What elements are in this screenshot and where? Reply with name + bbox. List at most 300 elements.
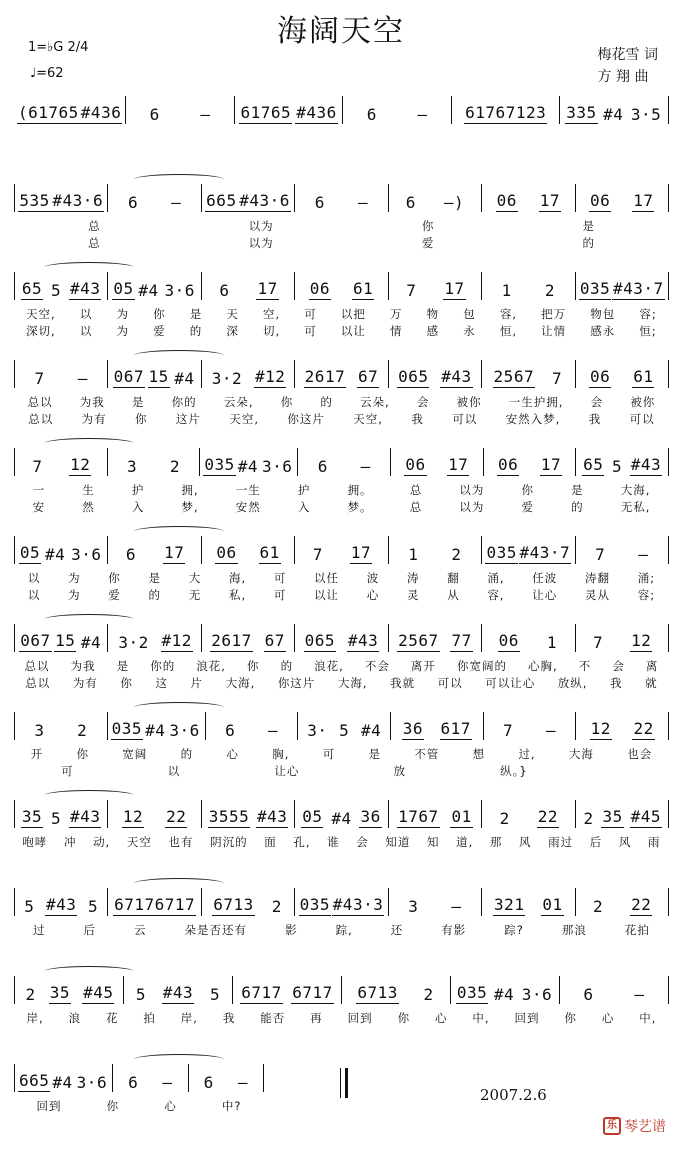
measure [575, 272, 669, 300]
note-group: 01 [451, 807, 472, 826]
note-group: 7 [551, 369, 563, 388]
measure [481, 360, 574, 388]
measure [123, 976, 232, 1004]
note-group: 035 [486, 543, 517, 562]
lyric-word: 想 [472, 747, 486, 761]
note-group: 3 [408, 897, 419, 916]
note-group: 3·6 [261, 457, 293, 476]
note-group: #12 [254, 367, 286, 386]
lyric-word: 可 [273, 571, 287, 585]
lyric-word: 回到 [347, 1011, 373, 1025]
lyric-word: 心 [164, 1099, 177, 1113]
lyric-word: 为 [116, 324, 129, 338]
note-group: 06 [216, 543, 237, 562]
lyric-word: 阴沉的 [210, 835, 248, 849]
lyric-word: 物包 [590, 307, 616, 321]
lyric-line [14, 922, 669, 938]
measure [388, 272, 481, 300]
lyric-line [14, 587, 669, 603]
measure [205, 712, 298, 740]
note-group: 6 [127, 193, 139, 212]
lyric-word: 能否 [260, 1011, 286, 1025]
note-group: #43 [162, 983, 194, 1002]
note-group: 3· [307, 721, 328, 740]
lyric-word: 一 [32, 483, 46, 497]
lyric-word: 离 [645, 659, 659, 673]
watermark-text: 琴艺谱 [624, 1119, 666, 1135]
note-group: 035 [579, 279, 611, 298]
lyric-word: 雨过 [548, 835, 574, 849]
note-group: #4 [237, 457, 258, 476]
measure [107, 536, 200, 564]
note-group: 7 [593, 633, 604, 652]
measure [107, 800, 200, 828]
note-group: 3 [34, 721, 45, 740]
lyric-word: 这片 [175, 412, 201, 426]
date-stamp: 2007.2.6 [480, 1086, 547, 1104]
lyric-line [14, 746, 669, 762]
note-group: #4 [360, 721, 382, 740]
measure [199, 448, 297, 476]
measure [294, 800, 387, 828]
note-group: 12 [631, 631, 652, 650]
lyric-word: 任波 [532, 571, 558, 585]
note-group: 06 [497, 455, 519, 474]
notation-line [14, 708, 669, 740]
note-group: 12 [70, 455, 91, 474]
note-group: 01 [542, 895, 563, 914]
note-group: #4 [174, 369, 195, 388]
lyric-line [14, 218, 669, 234]
measure [14, 888, 107, 916]
note-group: #4 [603, 105, 624, 124]
lyric-word: 让情 [541, 324, 567, 338]
note-group: #4 [80, 633, 102, 652]
lyric-word: 中, [472, 1011, 490, 1025]
measure [14, 976, 123, 1004]
note-group: 06 [496, 191, 517, 210]
note-group: 22 [633, 719, 654, 738]
lyric-word: 大海 [568, 747, 594, 761]
note-group: 67 [264, 631, 285, 650]
lyric-word: 天空 [126, 835, 152, 849]
note-group: 61 [352, 279, 374, 298]
note-group: 535 [19, 191, 50, 210]
note-group: 61767123 [465, 103, 547, 122]
measure [575, 448, 669, 476]
measure [107, 184, 200, 212]
lyric-word: 爱 [153, 324, 166, 338]
note-group: #43·7 [612, 279, 664, 298]
lyric-word: 拥, [181, 483, 199, 497]
note-group: 035 [299, 895, 330, 914]
lyric-word: 雨 [648, 835, 661, 849]
note-group: 7 [34, 369, 45, 388]
lyric-word: 为 [68, 588, 81, 602]
lyric-word: 爱 [108, 588, 121, 602]
note-group: – [545, 721, 557, 740]
note-group: 1 [501, 281, 512, 300]
note-group: 61 [633, 367, 654, 386]
lyric-word: 的 [571, 500, 584, 514]
note-group: 617 [440, 719, 471, 738]
note-group: 65 [21, 279, 43, 298]
note-group: 6 [317, 457, 328, 476]
note-group: 22 [166, 807, 187, 826]
measure [201, 888, 294, 916]
lyric-word: 你 [280, 395, 294, 409]
measure [294, 624, 387, 652]
note-group: 5 [209, 985, 221, 1004]
note-group: 065 [398, 367, 429, 386]
lyric-word: 风 [519, 835, 532, 849]
lyric-word: 你这片 [287, 412, 325, 426]
lyric-word: 然 [82, 500, 95, 514]
lyric-word: 以让 [314, 588, 340, 602]
tempo-marking: ♩=62 [30, 66, 64, 81]
note-group: 05 [19, 543, 41, 562]
note-group: 3·6 [169, 721, 200, 740]
lyric-word: 是 [571, 483, 584, 497]
lyric-word: 还 [390, 923, 404, 937]
measure [14, 800, 107, 828]
notation-line [14, 532, 669, 564]
slur-mark [134, 526, 224, 537]
lyric-word: 万 [390, 307, 403, 321]
measure [575, 888, 669, 916]
measure [297, 712, 390, 740]
note-group: #12 [161, 631, 192, 650]
measure [201, 536, 294, 564]
lyric-word: 恒, [499, 324, 518, 338]
note-group: #43·6 [239, 191, 290, 210]
slur-mark [44, 614, 134, 625]
measure [14, 712, 107, 740]
measure [390, 712, 483, 740]
lyric-word: 的 [320, 395, 333, 409]
lyric-word: 后 [83, 923, 97, 937]
note-group: #43 [46, 895, 77, 914]
slur-mark [134, 174, 224, 185]
lyric-word: 你这片 [277, 676, 316, 690]
note-group: 035 [204, 455, 235, 474]
measure [201, 624, 294, 652]
lyric-word: 回到 [36, 1099, 62, 1113]
note-group: 065 [304, 631, 336, 650]
lyric-word: 你 [106, 1099, 120, 1113]
measure [481, 624, 574, 652]
lyric-line [14, 763, 669, 779]
note-group: 06 [498, 631, 519, 650]
measure [390, 448, 483, 476]
lyric-word: 是 [189, 307, 203, 321]
lyric-word: 我就 [390, 676, 416, 690]
lyric-word: 安然入梦, [505, 412, 561, 426]
lyric-word: 片 [190, 676, 204, 690]
lyric-line [14, 323, 669, 339]
lyric-line [14, 1098, 264, 1114]
note-group: 35 [602, 807, 623, 826]
note-group: 1767 [398, 807, 439, 826]
note-group: 67176717 [114, 895, 196, 914]
lyric-word: 过, [518, 747, 536, 761]
note-group: #436 [296, 103, 337, 122]
measure [388, 184, 481, 212]
lyric-word: 为我 [79, 395, 105, 409]
lyric-word: 孔, [293, 835, 311, 849]
lyric-word: 为 [68, 571, 81, 585]
lyric-word: 回到 [514, 1011, 540, 1025]
lyric-word: 爱 [521, 500, 534, 514]
lyric-word: 从 [447, 588, 460, 602]
lyric-word: 一生护拥, [508, 395, 564, 409]
lyric-word: 可 [61, 764, 74, 778]
measure [575, 624, 669, 652]
lyric-word: 道, [456, 835, 474, 849]
lyric-word: 以让 [340, 324, 366, 338]
lyric-word: 的 [582, 236, 595, 250]
lyric-word: 以任 [314, 571, 340, 585]
lyric-word: 以 [27, 571, 41, 585]
measure [201, 184, 294, 212]
note-group: 36 [360, 807, 381, 826]
measure [14, 272, 107, 300]
lyric-word: 可以 [437, 676, 463, 690]
measure [112, 1064, 187, 1092]
lyric-word: 总以 [27, 395, 53, 409]
lyric-word: 恒; [639, 324, 657, 338]
logo-mark-icon: 乐 [603, 1117, 621, 1135]
measure [107, 712, 205, 740]
lyric-word: 云朵, [223, 395, 254, 409]
lyric-word: 永 [463, 324, 476, 338]
note-group: 12 [590, 719, 611, 738]
lyric-word: 心 [226, 747, 239, 761]
note-group: 17 [539, 191, 561, 210]
measure [201, 800, 294, 828]
note-group: 15 [148, 367, 169, 386]
lyric-line [14, 834, 669, 850]
note-group: – [638, 545, 649, 564]
lyric-word: 大海, [620, 483, 651, 497]
note-group: 3·2 [211, 369, 243, 388]
lyric-line [14, 482, 669, 498]
note-group: – [162, 1073, 173, 1092]
lyric-word: 天空, [26, 307, 56, 321]
lyric-word: 是 [131, 395, 145, 409]
note-group: 6 [366, 105, 377, 124]
note-group: 2 [583, 809, 594, 828]
lyric-word: 你 [120, 676, 133, 690]
note-group: 6717 [292, 983, 333, 1002]
lyric-word: 涛 [406, 571, 420, 585]
lyric-word: 心 [434, 1011, 448, 1025]
note-group: – [358, 193, 369, 212]
note-group: 5 [51, 809, 62, 828]
lyric-word: 生 [82, 483, 95, 497]
lyric-word: 灵 [406, 588, 420, 602]
note-group: 6 [314, 193, 325, 212]
lyric-word: 也有 [168, 835, 194, 849]
lyric-word: 面 [264, 835, 277, 849]
lyric-word: 为有 [72, 676, 98, 690]
note-group: 17 [633, 191, 654, 210]
note-group: 17 [540, 455, 562, 474]
note-group: 61765 [240, 103, 292, 122]
lyric-word: 涌, [487, 571, 505, 585]
note-group: 5 [612, 457, 623, 476]
measure [294, 272, 387, 300]
note-group: 321 [494, 895, 525, 914]
lyric-word: 切, [262, 324, 281, 338]
lyric-word: 可以让心 [485, 676, 536, 690]
note-group: 2617 [211, 631, 252, 650]
lyric-word: 入 [131, 500, 145, 514]
note-group: 5 [135, 985, 147, 1004]
measure [14, 624, 107, 652]
note-group: 22 [631, 895, 652, 914]
slur-mark [44, 966, 134, 977]
lyric-word: 让心 [532, 588, 558, 602]
note-group: #43 [70, 279, 101, 298]
lyric-word: 会 [356, 835, 369, 849]
lyric-word: 你 [421, 219, 435, 233]
note-group: 3·6 [164, 281, 195, 300]
lyric-word: 感 [426, 324, 440, 338]
lyric-word: 深 [226, 324, 239, 338]
lyric-word: 总以 [28, 412, 54, 426]
slur-mark [134, 350, 224, 361]
slur-mark [44, 790, 134, 801]
lyric-word: 你的 [171, 395, 197, 409]
measure [294, 536, 387, 564]
notation-line [14, 356, 669, 388]
measure [575, 800, 669, 828]
note-group: 665 [19, 1071, 50, 1090]
lyric-word: 影 [285, 923, 298, 937]
lyric-word: 可以 [629, 412, 655, 426]
measure [107, 360, 200, 388]
lyric-word: 总 [409, 483, 423, 497]
measure [388, 536, 481, 564]
lyric-word: 护 [131, 483, 145, 497]
note-group: 61 [259, 543, 280, 562]
note-group: 1 [408, 545, 419, 564]
lyric-word: 空, [262, 307, 281, 321]
note-group: 15 [55, 631, 76, 650]
lyric-word: 中, [639, 1011, 657, 1025]
slur-mark [134, 702, 224, 713]
lyric-word: 总 [88, 236, 101, 250]
measure [341, 976, 450, 1004]
lyric-word: 也会 [627, 747, 653, 761]
note-group: 06 [309, 279, 330, 298]
lyric-word: 会 [590, 395, 604, 409]
measure [342, 96, 451, 124]
lyric-word: 你 [135, 412, 148, 426]
lyric-word: 纵。} [500, 764, 528, 778]
lyric-word: 就 [645, 676, 658, 690]
notation-line [14, 884, 669, 916]
lyric-word: 你 [153, 307, 166, 321]
measure [107, 888, 200, 916]
lyric-word: 咆哮 [22, 835, 48, 849]
lyric-word: 你宽阔的 [456, 659, 507, 673]
lyric-word: 动, [93, 835, 111, 849]
lyric-word: 护 [297, 483, 311, 497]
lyric-word: 后 [589, 835, 603, 849]
lyric-word: 胸, [272, 747, 290, 761]
lyric-word: 你 [76, 747, 89, 761]
note-group: 7 [595, 545, 606, 564]
measure [388, 888, 481, 916]
note-group: 6 [149, 105, 160, 124]
lyric-word: 大海, [337, 676, 368, 690]
note-group: – [237, 1073, 248, 1092]
note-group: 6 [405, 193, 416, 212]
note-group: 7 [312, 545, 323, 564]
lyric-word: 总 [409, 500, 423, 514]
note-group: 06 [590, 367, 611, 386]
measure [297, 448, 390, 476]
measure [14, 96, 125, 124]
note-group: 17 [257, 279, 278, 298]
lyric-word: 被你 [630, 395, 656, 409]
lyric-word: 可 [304, 324, 317, 338]
notation-line [14, 180, 669, 212]
composer-credit: 方 翔 曲 [597, 69, 649, 85]
note-group: 5 [339, 721, 350, 740]
measure [294, 184, 387, 212]
note-group: 6 [203, 1073, 214, 1092]
lyric-word: 梦。 [347, 500, 373, 514]
lyric-word: 让心 [274, 764, 300, 778]
measure [388, 624, 481, 652]
slur-mark [44, 262, 134, 273]
watermark-logo [603, 1116, 666, 1136]
lyric-word: 总以 [24, 659, 50, 673]
slur-mark [44, 438, 134, 449]
lyric-word: 花拍 [624, 923, 650, 937]
note-group: 3·6 [76, 1073, 108, 1092]
lyric-word: 你的 [150, 659, 176, 673]
lyric-word: 为我 [70, 659, 96, 673]
lyric-word: 拥。 [347, 483, 373, 497]
lyric-word: 以为 [248, 219, 274, 233]
slur-mark [134, 1054, 224, 1065]
credits [598, 44, 658, 88]
measure [481, 536, 574, 564]
lyric-word: 花 [105, 1011, 119, 1025]
lyric-word: 深切, [26, 324, 56, 338]
note-group: 2567 [493, 367, 535, 386]
lyric-word: 中? [221, 1099, 242, 1113]
lyric-word: 宽阔 [122, 747, 148, 761]
note-group: – [267, 721, 279, 740]
note-group: 6713 [357, 983, 398, 1002]
note-group: 2 [77, 721, 88, 740]
note-group: – [360, 457, 371, 476]
lyric-word: 总 [88, 219, 101, 233]
lyric-word: 入 [297, 500, 311, 514]
lyric-word: 放纵, [557, 676, 588, 690]
note-group: #43 [347, 631, 379, 650]
note-group: 2 [451, 545, 462, 564]
lyric-word: 你 [564, 1011, 577, 1025]
note-group: #43 [441, 367, 472, 386]
note-group: 6 [219, 281, 230, 300]
note-group: 2 [25, 985, 36, 1004]
